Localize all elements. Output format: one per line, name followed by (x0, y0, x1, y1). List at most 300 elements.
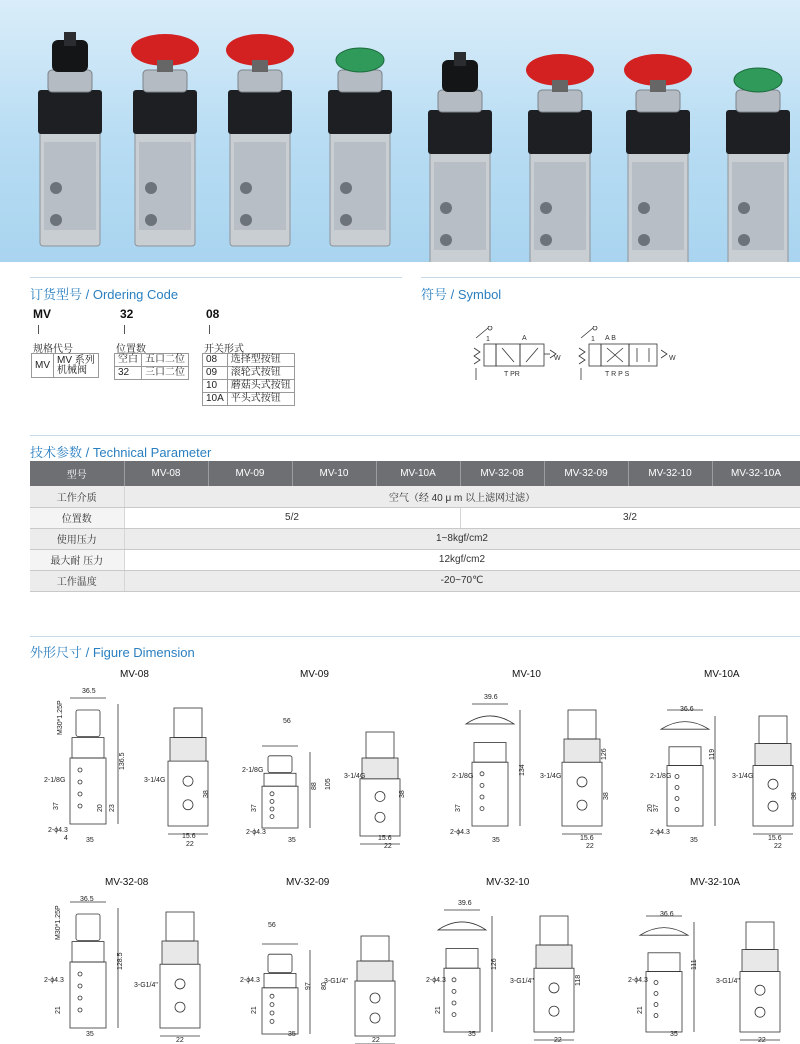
code-mv: MV (33, 307, 51, 321)
dimension-value: 3-G1/4" (324, 978, 348, 985)
dimension-value: 38 (399, 790, 406, 798)
valve-3 (226, 34, 294, 246)
cap-stem (552, 80, 568, 92)
dimension-value: 2-1/8G (452, 773, 474, 780)
dimension-value: 128.5 (117, 952, 124, 970)
spec-header: MV-32-09 (544, 461, 628, 486)
body-outline (753, 766, 793, 827)
port-hole (654, 1003, 658, 1007)
dimension-value: 3-1/4G (344, 773, 366, 780)
dimension-value: 22 (758, 1037, 766, 1044)
port-hole (78, 768, 82, 772)
spec-value: 12kgf/cm2 (124, 549, 800, 570)
valve-head (328, 90, 392, 134)
valve-head (626, 110, 690, 154)
col2-desc: 五口二位 (142, 354, 189, 367)
dimension-value: 36.6 (660, 911, 674, 918)
model-label: MV-32-10A (690, 877, 741, 888)
side-view (753, 716, 793, 834)
col2-code: 空白 (115, 354, 142, 367)
port-hole (78, 1008, 82, 1012)
dimension-value: 80 (321, 982, 328, 990)
valve-port (440, 234, 452, 246)
dimension-value: 2-ϕ4.3 (246, 829, 266, 836)
spec-header: MV-32-10 (628, 461, 712, 486)
model-label: MV-10A (704, 669, 740, 680)
product-banner (0, 0, 800, 262)
dimension-value: 21 (637, 1006, 644, 1014)
body-outline (562, 762, 602, 826)
dimension-title: 外形尺寸 / Figure Dimension (30, 645, 195, 660)
body-outline (168, 761, 208, 826)
port-hole (768, 801, 778, 811)
spec-label: 位置数 (30, 507, 124, 528)
code-tick (209, 325, 210, 334)
port-hole (183, 800, 193, 810)
dimension-value: 22 (586, 843, 594, 850)
spec-label: 最大耐 压力 (30, 549, 124, 570)
head-outline (755, 744, 791, 766)
symbol-rule (421, 277, 800, 278)
dimension-value: 39.6 (484, 694, 498, 701)
valve-port (50, 182, 62, 194)
port-hole (452, 1013, 456, 1017)
dimension-value: 88 (311, 782, 318, 790)
spec-header: MV-09 (208, 461, 292, 486)
head-outline (474, 742, 506, 762)
port-hole (78, 792, 82, 796)
dimension-value: 35 (288, 1031, 296, 1038)
cap-outline (268, 756, 292, 773)
technical-rule (30, 435, 800, 436)
port-hole (270, 815, 274, 819)
col1-desc: MV 系列 机械阀 (54, 354, 99, 378)
spec-value: 空气（经 40 μ m 以上滤网过滤） (124, 486, 800, 507)
port-hole (480, 807, 484, 811)
valve-6 (526, 54, 594, 262)
valve-collar (48, 70, 92, 92)
valve-collar (338, 70, 382, 92)
head-outline (564, 739, 600, 762)
col1-code: MV (32, 354, 54, 378)
valve-port (738, 234, 750, 246)
dimension-value: 36.6 (680, 706, 694, 713)
col3-code: 08 (203, 354, 228, 367)
valve-8 (726, 68, 790, 262)
dimension-value: 134 (519, 764, 526, 776)
port-hole (480, 795, 484, 799)
spec-header-row (30, 461, 800, 486)
dimension-value: 22 (372, 1037, 380, 1044)
cap-stem (157, 60, 173, 72)
port-hole (270, 1003, 274, 1007)
valve-photos (0, 0, 800, 262)
cap-stem (252, 60, 268, 72)
side-view (168, 708, 208, 834)
head-outline (264, 974, 296, 988)
dimension-value: 35 (670, 1031, 678, 1038)
dimension-value: 126 (601, 748, 608, 760)
dimension-drawings (0, 680, 800, 1044)
port-hole (675, 775, 679, 779)
valve-head (528, 110, 592, 154)
dimension-value: 35 (288, 837, 296, 844)
dimension-value: M30*1.25P (55, 905, 62, 940)
body-outline (444, 968, 480, 1032)
col2-desc: 三口二位 (142, 367, 189, 380)
port-hole (480, 772, 484, 776)
col3-code: 09 (203, 367, 228, 380)
port-hole (654, 992, 658, 996)
dimension-value: 126 (491, 958, 498, 970)
col3-table (202, 353, 295, 406)
dimension-value: 22 (554, 1037, 562, 1044)
dimension-value: 2-1/8G (242, 767, 264, 774)
front-view (438, 910, 492, 1032)
port-hole (549, 983, 559, 993)
valve-port (540, 234, 552, 246)
port-hole (675, 808, 679, 812)
cap-outline (76, 914, 100, 940)
port-hole (654, 1014, 658, 1018)
col3-code: 10 (203, 380, 228, 393)
symbol-port: 1 (591, 336, 595, 343)
dimension-value: 3-1/4G (144, 777, 166, 784)
port-hole (480, 783, 484, 787)
dimension-value: 35 (690, 837, 698, 844)
valve-head (133, 90, 197, 134)
dimension-value: 97 (305, 982, 312, 990)
dimension-value: 4 (64, 835, 68, 842)
port-hole (270, 807, 274, 811)
code-08: 08 (206, 307, 220, 321)
port-hole (78, 996, 82, 1000)
body-outline (262, 988, 298, 1034)
dimension-value: 111 (691, 959, 698, 970)
body-outline (262, 786, 298, 828)
valve-port (440, 202, 452, 214)
dimension-value: 20 (647, 804, 654, 812)
front-view (262, 746, 310, 828)
cap-outline (540, 916, 568, 945)
col1-header: 规格代号 (33, 344, 73, 355)
code-tick (124, 325, 125, 334)
symbol-port: T PR (504, 371, 520, 378)
valve-5 (428, 52, 492, 262)
valve-head (38, 90, 102, 134)
head-outline (170, 738, 206, 762)
valve-collar (538, 90, 582, 112)
dimension-value: 22 (186, 841, 194, 848)
symbol-port: A B (605, 335, 616, 342)
port-hole (577, 800, 587, 810)
port-hole (549, 1006, 559, 1016)
dimension-value: 56 (283, 718, 291, 725)
dimension-rule (30, 636, 800, 637)
spec-header: MV-10 (292, 461, 376, 486)
port-hole (452, 1001, 456, 1005)
model-label: MV-08 (120, 669, 149, 680)
dimension-value: 119 (709, 748, 716, 760)
port-hole (452, 978, 456, 982)
head-outline (446, 948, 478, 968)
symbol-port: W (669, 355, 676, 362)
spec-value: 5/2 (124, 507, 460, 528)
dimension-value: 36.5 (80, 896, 94, 903)
port-hole (78, 804, 82, 808)
valve-collar (636, 90, 680, 112)
port-hole (755, 985, 765, 995)
dimension-value: 105 (325, 778, 332, 790)
col2-table (114, 353, 189, 380)
port-hole (654, 981, 658, 985)
spec-row (30, 486, 800, 507)
dimension-value: 118 (575, 974, 582, 986)
spec-row (30, 507, 800, 528)
port-hole (78, 984, 82, 988)
valve-1 (38, 32, 102, 246)
front-view (70, 902, 118, 1028)
dimension-value: 20 (97, 804, 104, 812)
dimension-value: 37 (251, 804, 258, 812)
code-tick (38, 325, 39, 334)
col3-desc: 平头式按钮 (227, 393, 294, 406)
model-label: MV-32-10 (486, 877, 530, 888)
head-outline (536, 945, 572, 968)
symbol-3-2 (579, 326, 676, 380)
dimension-value: 35 (86, 1031, 94, 1038)
port-hole (270, 799, 274, 803)
symbol-title: 符号 / Symbol (421, 287, 502, 302)
port-hole (175, 979, 185, 989)
port-hole (755, 1007, 765, 1017)
symbol-port: W (554, 355, 561, 362)
symbol-diagrams (466, 326, 686, 388)
valve-collar (143, 70, 187, 92)
symbol-port: T R P S (605, 371, 630, 378)
head-outline (362, 758, 398, 779)
ordering-rule (30, 277, 402, 278)
dimension-value: 2-ϕ4.3 (240, 977, 260, 984)
valve-collar (238, 70, 282, 92)
body-outline (160, 964, 200, 1028)
valve-port (340, 214, 352, 226)
port-hole (375, 791, 385, 801)
body-outline (534, 968, 574, 1032)
head-outline (72, 738, 104, 758)
valve-head (726, 110, 790, 154)
cap-outline (361, 936, 389, 961)
dimension-value: 23 (109, 804, 116, 812)
cap-outline (640, 928, 688, 936)
col3-desc: 滚轮式按钮 (227, 367, 294, 380)
front-view (466, 704, 520, 826)
col3-header: 开关形式 (204, 344, 244, 355)
dimension-value: 56 (268, 922, 276, 929)
dimension-value: 35 (492, 837, 500, 844)
port-hole (675, 797, 679, 801)
port-hole (370, 993, 380, 1003)
dimension-value: 38 (203, 790, 210, 798)
symbol-port: A (522, 335, 527, 342)
valve-collar (438, 90, 482, 112)
technical-title: 技术参数 / Technical Parameter (30, 445, 212, 460)
port-hole (270, 994, 274, 998)
dimension-value: 136.5 (119, 752, 126, 770)
cap-outline (166, 912, 194, 941)
dimension-value: 22 (176, 1037, 184, 1044)
col3-code: 10A (203, 393, 228, 406)
dimension-value: 2-ϕ4.3 (450, 829, 470, 836)
code-32: 32 (120, 307, 134, 321)
dimension-value: M30*1.25P (57, 700, 64, 735)
ordering-title: 订货型号 / Ordering Code (30, 287, 179, 302)
port-hole (270, 1019, 274, 1023)
spec-label: 使用压力 (30, 528, 124, 549)
dimension-value: 21 (251, 1006, 258, 1014)
dimension-value: 36.5 (82, 688, 96, 695)
dimension-value: 35 (468, 1031, 476, 1038)
port-hole (270, 1011, 274, 1015)
port-hole (78, 972, 82, 976)
port-hole (270, 792, 274, 796)
spec-header: MV-10A (376, 461, 460, 486)
front-view (640, 916, 694, 1032)
dimension-value: 3-1/4G (540, 773, 562, 780)
dimension-value: 22 (384, 843, 392, 850)
valve-collar (736, 90, 780, 112)
port-hole (183, 776, 193, 786)
valve-port (50, 214, 62, 226)
spec-header: MV-32-10A (712, 461, 800, 486)
knob-handle (454, 52, 466, 66)
valve-port (340, 182, 352, 194)
front-view (661, 710, 715, 826)
cap-outline (661, 722, 709, 730)
model-label: MV-32-09 (286, 877, 330, 888)
cap-outline (366, 732, 394, 758)
head-outline (264, 773, 296, 786)
symbol-5-2 (474, 326, 561, 380)
dimension-value: 2-ϕ4.3 (628, 977, 648, 984)
body-outline (740, 972, 780, 1033)
dimension-value: 39.6 (458, 900, 472, 907)
spec-row (30, 528, 800, 549)
spec-header: MV-32-08 (460, 461, 544, 486)
dimension-value: 21 (435, 1006, 442, 1014)
side-view (355, 936, 395, 1044)
dimension-value: 15.6 (580, 835, 594, 842)
dimension-value: 3-G1/4" (716, 978, 740, 985)
spec-header: MV-08 (124, 461, 208, 486)
body-outline (667, 766, 703, 827)
dimension-value: 37 (653, 804, 660, 812)
dimension-value: 15.6 (182, 833, 196, 840)
spec-header: 型号 (30, 461, 124, 486)
col3-desc: 蘑菇头式按钮 (227, 380, 294, 393)
cap-outline (76, 710, 100, 736)
dimension-value: 3-1/4G (732, 773, 754, 780)
dimension-value: 35 (86, 837, 94, 844)
valve-4 (328, 48, 392, 246)
dimension-value: 15.6 (768, 835, 782, 842)
body-outline (472, 762, 508, 826)
cap-outline (746, 922, 774, 950)
side-view (740, 922, 780, 1040)
col2-header: 位置数 (116, 344, 146, 355)
valve-7 (624, 54, 692, 262)
head-outline (72, 942, 104, 962)
valve-port (240, 182, 252, 194)
valve-head (428, 110, 492, 154)
side-view (534, 916, 574, 1040)
dimension-value: 3-G1/4" (510, 978, 534, 985)
side-view (160, 912, 200, 1036)
valve-port (240, 214, 252, 226)
cap-stem (650, 80, 666, 92)
valve-port (738, 202, 750, 214)
col1-table (31, 353, 99, 378)
valve-port (638, 202, 650, 214)
cap-outline (438, 922, 486, 930)
symbol-port: 1 (486, 336, 490, 343)
model-label: MV-10 (512, 669, 541, 680)
dimension-value: 2-1/8G (650, 773, 672, 780)
cap-outline (568, 710, 596, 739)
port-hole (675, 786, 679, 790)
port-hole (768, 779, 778, 789)
valve-2 (131, 34, 199, 246)
body-outline (70, 962, 106, 1028)
body-outline (646, 972, 682, 1033)
dimension-value: 37 (53, 802, 60, 810)
spec-table (30, 461, 800, 592)
side-view (562, 710, 602, 834)
cap-outline (174, 708, 202, 738)
port-hole (175, 1002, 185, 1012)
head-outline (648, 953, 680, 972)
dimension-value: 21 (55, 1006, 62, 1014)
body-outline (70, 758, 106, 824)
spec-label: 工作介质 (30, 486, 124, 507)
dimension-value: 2-ϕ4.3 (48, 827, 68, 834)
model-label: MV-32-08 (105, 877, 149, 888)
col2-code: 32 (115, 367, 142, 380)
side-view (360, 732, 400, 844)
dimension-value: 38 (791, 792, 798, 800)
head-outline (162, 941, 198, 964)
spec-row (30, 570, 800, 591)
head-outline (669, 747, 701, 766)
head-outline (357, 961, 393, 981)
valve-port (638, 234, 650, 246)
port-hole (370, 1013, 380, 1023)
body-outline (355, 981, 395, 1036)
dimension-value: 2-ϕ4.3 (650, 829, 670, 836)
port-hole (452, 989, 456, 993)
valve-port (145, 182, 157, 194)
dimension-value: 15.6 (378, 835, 392, 842)
dimension-value: 37 (455, 804, 462, 812)
green-flat-cap (734, 68, 782, 92)
spec-value: -20~70℃ (124, 570, 800, 591)
spec-row (30, 549, 800, 570)
port-hole (78, 780, 82, 784)
spec-value: 3/2 (460, 507, 800, 528)
model-label: MV-09 (300, 669, 329, 680)
dimension-value: 2-ϕ4.3 (426, 977, 446, 984)
port-hole (577, 777, 587, 787)
